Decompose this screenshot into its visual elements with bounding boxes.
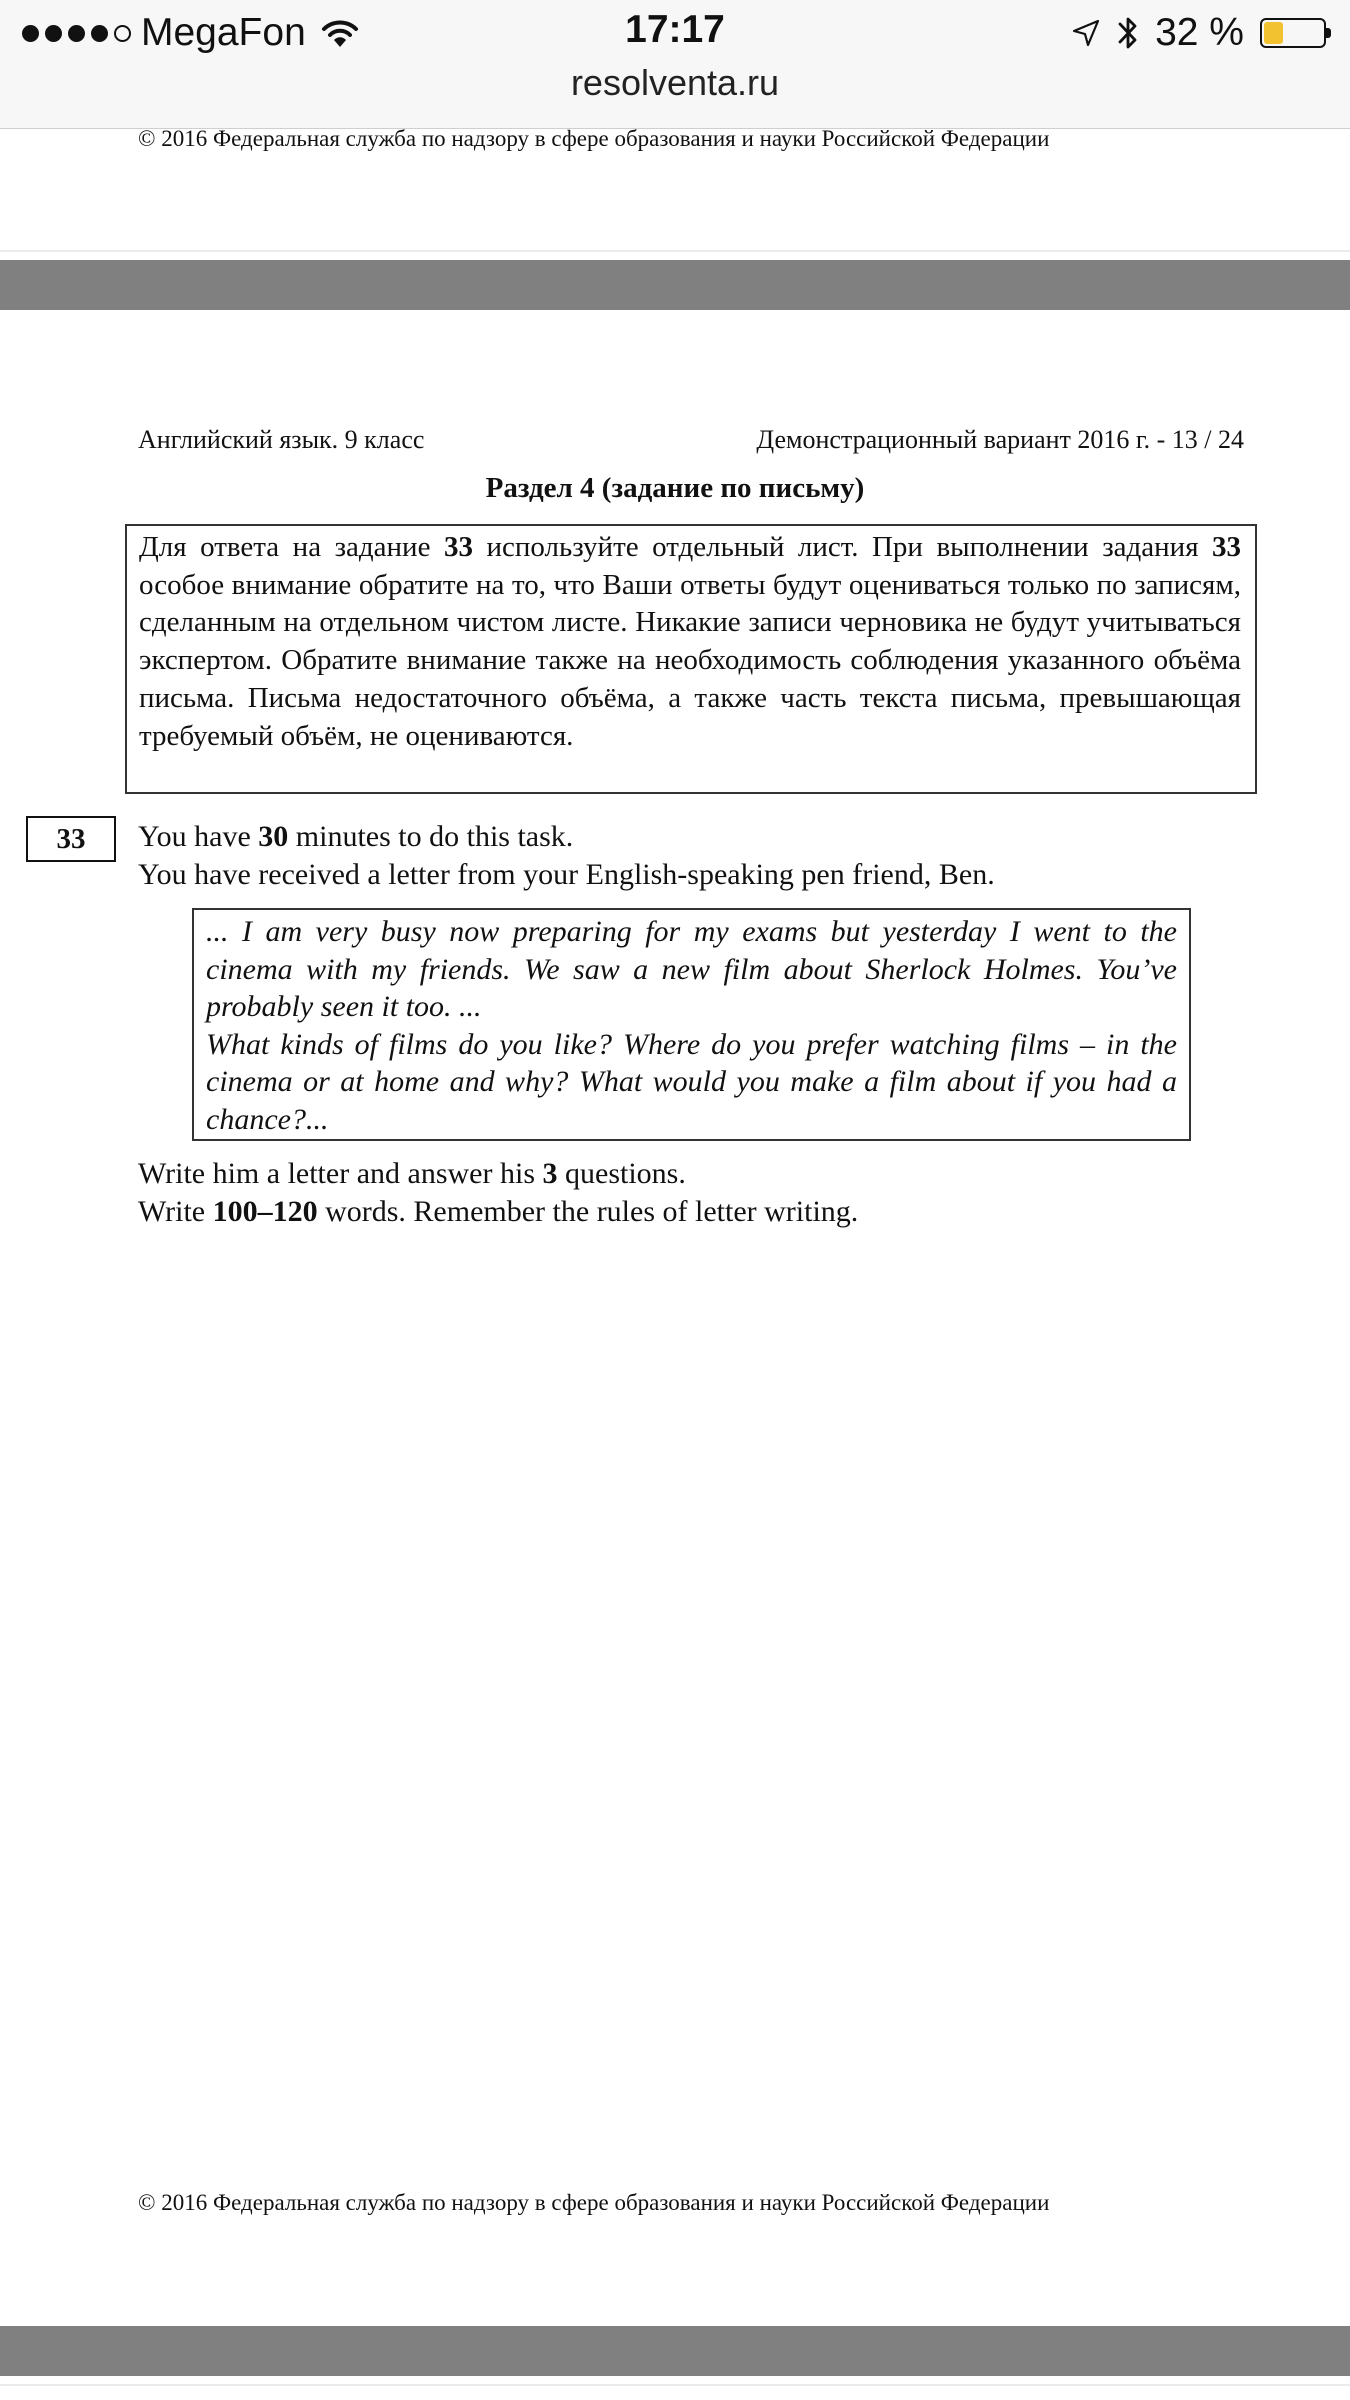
instruction-box: Для ответа на задание 33 используйте отдельный лист. При выполнении задания 33 особое внимание обратите на то, что Ваши ответы будут оцениваться только по записям, сделанным на отдельном чистом листе. Никакие записи черновика не будут учитываться экспертом. Обратите внимание также на необходимость соблюдения указанного объёма письма. Письма недостаточного объёма, а также часть текста письма, превышающая требуемый объём, не оцениваются. xyxy=(125,524,1257,794)
task-ref: 33 xyxy=(443,531,473,563)
task-time-line: You have 30 minutes to do this task. xyxy=(138,820,574,853)
task-word-limit-line: Write 100–120 words. Remember the rules of letter writing. xyxy=(138,1195,859,1228)
letter-paragraph: What kinds of films do you like? Where do you prefer watching films – in the cinema or at home and why? What would you make a film about if you had a chance?... xyxy=(206,1027,1177,1136)
task-answer-line: Write him a letter and answer his 3 questions. xyxy=(138,1157,686,1190)
letter-excerpt-box xyxy=(192,908,1191,1141)
status-right xyxy=(1071,10,1326,56)
clock: 17:17 xyxy=(625,8,725,51)
task-ref: 33 xyxy=(1212,531,1242,563)
bluetooth-icon xyxy=(1117,14,1139,52)
copyright-bottom: © 2016 Федеральная служба по надзору в сфере образования и науки Российской Федерации xyxy=(138,2190,1050,2215)
battery-icon xyxy=(1260,18,1326,48)
page-gap-band-top xyxy=(0,260,1350,310)
doc-variant-header: Демонстрационный вариант 2016 г. - 13 / 24 xyxy=(756,425,1244,454)
address-bar-url[interactable]: resolventa.ru xyxy=(570,62,780,103)
page-divider xyxy=(0,250,1350,252)
status-bar xyxy=(0,0,1350,129)
page-gap-band-bottom xyxy=(0,2326,1350,2376)
letter-paragraph: ... I am very busy now preparing for my exams but yesterday I went to the cinema with my friends. We saw a new film about Sherlock Holmes. You’ve probably seen it too. ... xyxy=(206,915,1177,1023)
page-divider xyxy=(0,2384,1350,2386)
task-letter-intro: You have received a letter from your English-speaking pen friend, Ben. xyxy=(138,858,995,891)
task-number-box: 33 xyxy=(26,816,116,862)
doc-subject-header: Английский язык. 9 класс xyxy=(138,425,425,454)
section-title: Раздел 4 (задание по письму) xyxy=(485,472,865,504)
copyright-top: © 2016 Федеральная служба по надзору в сфере образования и науки Российской Федерации xyxy=(138,126,1050,151)
carrier-name: MegaFon xyxy=(141,11,306,54)
battery-percent: 32 % xyxy=(1155,11,1244,54)
location-arrow-icon xyxy=(1071,18,1101,48)
battery-level xyxy=(1264,22,1283,44)
